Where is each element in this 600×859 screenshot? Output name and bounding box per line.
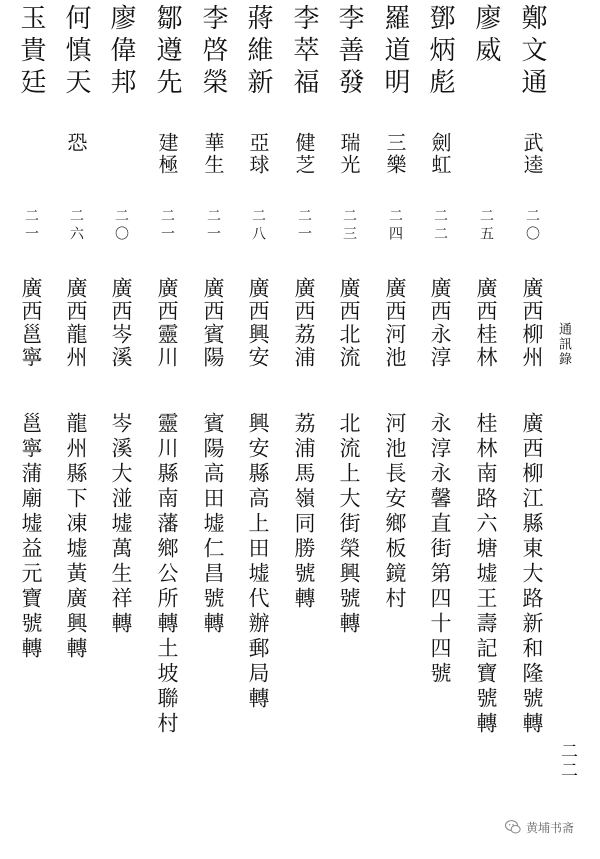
entry-address: 邕寧蒲廟墟益元寶號轉 xyxy=(19,412,43,662)
entry-age: 二〇 xyxy=(524,208,540,244)
entry-place: 廣西靈川 xyxy=(155,277,179,369)
page-number: 二二 xyxy=(557,742,577,780)
entry-age: 二三 xyxy=(341,208,357,244)
entry-age: 二五 xyxy=(478,208,494,244)
entry-address: 荔浦馬嶺同勝號轉 xyxy=(292,412,316,612)
entry-place: 廣西邕寧 xyxy=(19,277,43,369)
entry-address: 興安縣高上田墟代辦郵局轉 xyxy=(246,412,270,712)
entry-age: 二二 xyxy=(432,208,448,244)
entry-alias: 健芝 xyxy=(292,132,316,176)
entry-address: 河池長安鄉板鏡村 xyxy=(383,412,407,612)
entry-age: 二一 xyxy=(205,208,221,244)
entry-name: 蔣維新 xyxy=(243,4,273,100)
entry-name: 李善發 xyxy=(334,4,364,100)
entry-place: 廣西桂林 xyxy=(474,277,498,369)
entry-name: 廖偉邦 xyxy=(106,4,136,100)
entry-place: 廣西荔浦 xyxy=(292,277,316,369)
entry-address: 桂林南路六塘墟王壽記寶號轉 xyxy=(474,412,498,737)
entry-alias: 建極 xyxy=(155,132,179,176)
entry-place: 廣西北流 xyxy=(337,277,361,369)
entry-name: 李啓榮 xyxy=(198,4,228,100)
entry-place: 廣西河池 xyxy=(383,277,407,369)
entry-address: 岑溪大湴墟萬生祥轉 xyxy=(109,412,133,637)
entry-place: 廣西興安 xyxy=(246,277,270,369)
entry-address: 龍州縣下凍墟黃廣興轉 xyxy=(64,412,88,662)
entry-place: 廣西賓陽 xyxy=(201,277,225,369)
entry-age: 二六 xyxy=(68,208,84,244)
entry-age: 二一 xyxy=(23,208,39,244)
entry-alias: 恐 xyxy=(64,132,88,154)
entry-alias: 瑞光 xyxy=(337,132,361,176)
watermark-text: 黄埔书斋 xyxy=(526,820,575,835)
entry-name: 玉貴廷 xyxy=(16,4,46,100)
page-header-label: 通訊錄 xyxy=(556,322,571,367)
entry-address: 賓陽高田墟仁昌號轉 xyxy=(201,412,225,637)
wechat-bubble-icon xyxy=(504,818,522,836)
watermark xyxy=(504,818,574,836)
entry-address: 永淳永馨直街第四十四號 xyxy=(428,412,452,687)
entry-age: 二八 xyxy=(250,208,266,244)
entry-alias: 武逵 xyxy=(520,132,544,176)
entry-name: 鄧炳彪 xyxy=(425,4,455,100)
entry-place: 廣西龍州 xyxy=(64,277,88,369)
entry-age: 二四 xyxy=(387,208,403,244)
entry-name: 鄭文通 xyxy=(517,4,547,100)
entry-name: 何慎天 xyxy=(61,4,91,100)
entry-alias: 亞球 xyxy=(246,132,270,176)
entry-address: 北流上大街榮興號轉 xyxy=(337,412,361,637)
entry-age: 二一 xyxy=(159,208,175,244)
entry-name: 李萃福 xyxy=(289,4,319,100)
entry-place: 廣西永淳 xyxy=(428,277,452,369)
entry-age: 二一 xyxy=(296,208,312,244)
entry-alias: 三樂 xyxy=(383,132,407,176)
entry-age: 二〇 xyxy=(113,208,129,244)
entry-address: 廣西柳江縣東大路新和隆號轉 xyxy=(520,412,544,737)
entry-address: 靈川縣南藩鄉公所轉土坡聯村 xyxy=(155,412,179,737)
entry-alias: 劍虹 xyxy=(428,132,452,176)
entry-name: 鄒遵先 xyxy=(152,4,182,100)
entry-place: 廣西柳州 xyxy=(520,277,544,369)
entry-alias: 華生 xyxy=(201,132,225,176)
entry-name: 廖威 xyxy=(471,4,501,68)
entry-place: 廣西岑溪 xyxy=(109,277,133,369)
entry-name: 羅道明 xyxy=(380,4,410,100)
